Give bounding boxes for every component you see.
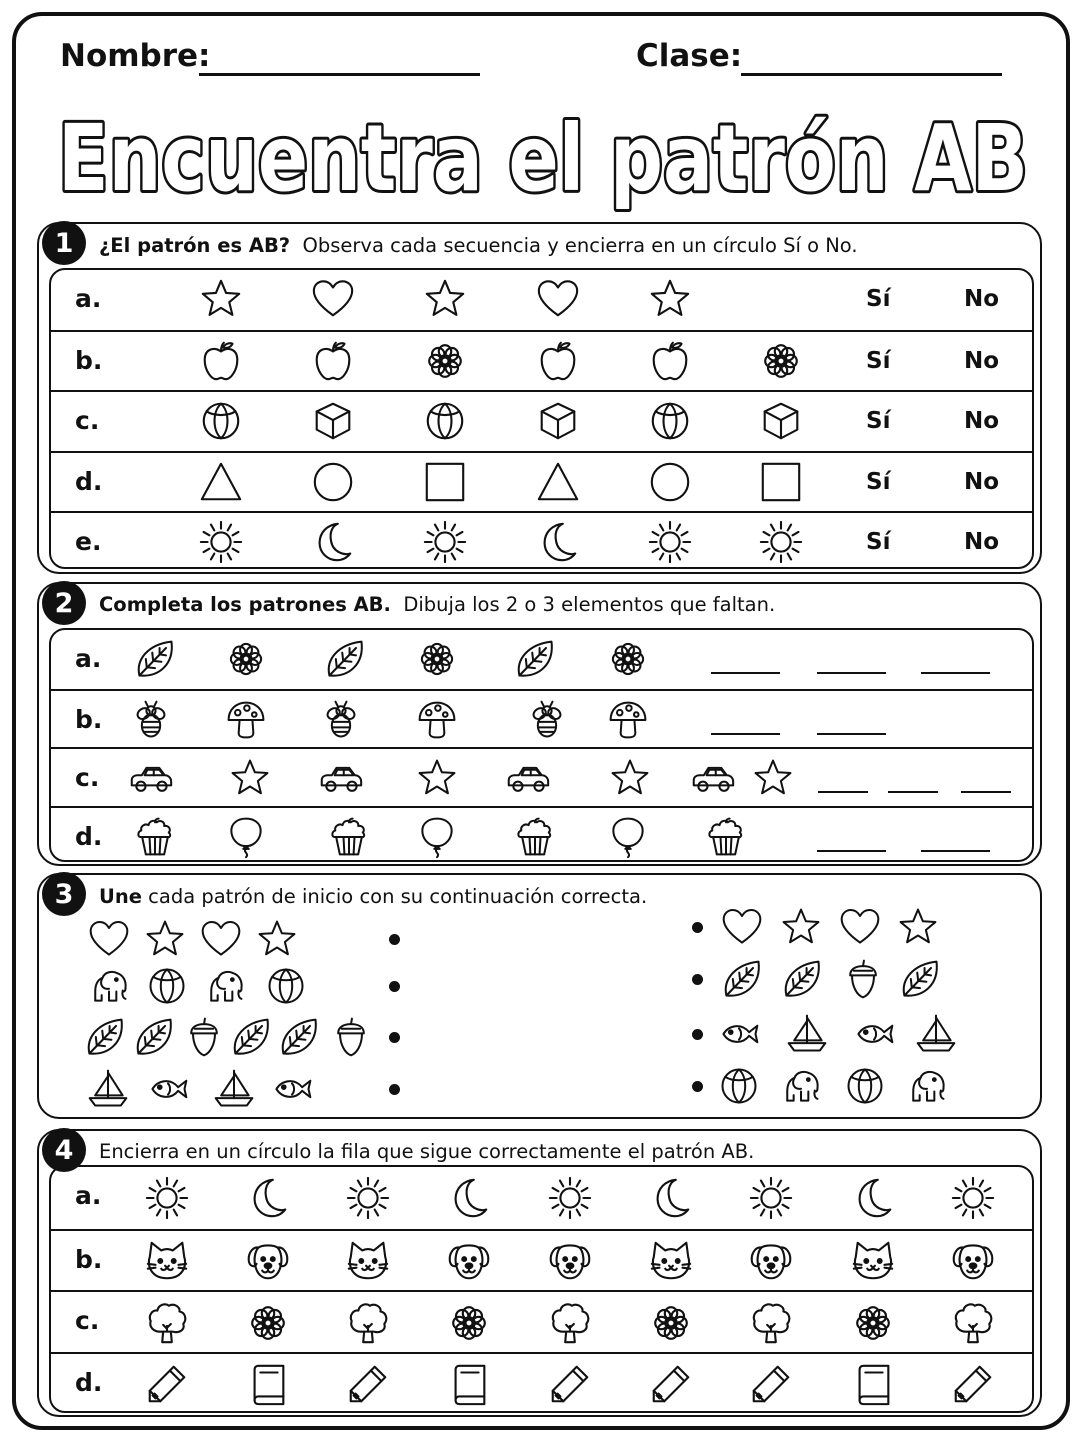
- answer-no[interactable]: No: [964, 348, 1000, 375]
- fish-icon: [852, 1012, 896, 1056]
- answer-blank[interactable]: [817, 850, 886, 852]
- book-icon: [850, 1361, 896, 1407]
- section-4-row[interactable]: [51, 1167, 1032, 1229]
- star-icon: [415, 756, 459, 800]
- answer-no[interactable]: No: [964, 286, 1000, 312]
- leaf-icon: [720, 957, 764, 1001]
- match-dot-right[interactable]: [692, 1029, 703, 1040]
- cube-icon: [310, 398, 356, 444]
- elephant-icon: [203, 964, 247, 1008]
- sun-icon: [748, 1175, 794, 1221]
- answer-blank[interactable]: [818, 791, 868, 793]
- cube-icon: [535, 398, 581, 444]
- answer-blank[interactable]: [888, 791, 938, 793]
- bee-icon: [129, 698, 173, 742]
- leaf-icon: [83, 1015, 127, 1059]
- star-icon: [198, 276, 244, 322]
- answer-yes[interactable]: Sí: [866, 286, 891, 312]
- section-1-row: [51, 330, 1032, 390]
- section-1-instruction-bold: ¿El patrón es AB?: [99, 234, 291, 257]
- section-1-badge: 1: [42, 221, 86, 265]
- star-icon: [896, 905, 940, 949]
- class-label: Clase:: [636, 38, 743, 74]
- row-label: c.: [75, 406, 100, 436]
- book-icon: [446, 1361, 492, 1407]
- fish-icon: [146, 1067, 190, 1111]
- sun-icon: [198, 519, 244, 565]
- cat-icon: [850, 1238, 896, 1284]
- section-4-row[interactable]: [51, 1229, 1032, 1291]
- match-dot-left[interactable]: [389, 981, 400, 992]
- flower-icon: [224, 637, 268, 681]
- section-1-row: [51, 451, 1032, 511]
- boat-icon: [914, 1012, 958, 1056]
- sun-icon: [950, 1175, 996, 1221]
- tree-icon: [345, 1300, 391, 1346]
- cupcake-icon: [133, 815, 177, 859]
- flower-icon: [415, 637, 459, 681]
- section-4-row[interactable]: [51, 1352, 1032, 1414]
- leaf-icon: [277, 1015, 321, 1059]
- ball-icon: [422, 398, 468, 444]
- acorn-icon: [182, 1015, 226, 1059]
- section-2-instruction: [99, 593, 775, 616]
- star-icon: [751, 756, 795, 800]
- section-3-badge: 3: [42, 872, 86, 916]
- sun-icon: [144, 1175, 190, 1221]
- answer-blank[interactable]: [961, 791, 1011, 793]
- match-dot-left[interactable]: [389, 1084, 400, 1095]
- section-2-row: [51, 630, 1032, 689]
- match-dot-right[interactable]: [692, 1081, 703, 1092]
- section-3-instruction: [99, 885, 647, 908]
- page-title-text: Encuentra el patrón AB: [58, 105, 1028, 212]
- section-4-row[interactable]: [51, 1290, 1032, 1352]
- heart-icon: [199, 917, 243, 961]
- flower-icon: [422, 338, 468, 384]
- star-icon: [608, 756, 652, 800]
- section-1-table: [49, 268, 1034, 569]
- dog-icon: [547, 1238, 593, 1284]
- flower-icon: [446, 1300, 492, 1346]
- mushroom-icon: [606, 698, 650, 742]
- cat-icon: [345, 1238, 391, 1284]
- boat-icon: [212, 1067, 256, 1111]
- row-label: b.: [75, 704, 103, 734]
- cube-icon: [758, 398, 804, 444]
- cupcake-icon: [704, 815, 748, 859]
- apple-icon: [535, 338, 581, 384]
- section-4-badge: 4: [42, 1128, 86, 1172]
- heart-icon: [838, 905, 882, 949]
- moon-icon: [310, 519, 356, 565]
- pencil-icon: [950, 1361, 996, 1407]
- leaf-icon: [513, 637, 557, 681]
- square-icon: [758, 459, 804, 505]
- triangle-icon: [198, 459, 244, 505]
- star-icon: [255, 917, 299, 961]
- ball-icon: [843, 1064, 887, 1108]
- bee-icon: [319, 698, 363, 742]
- leaf-icon: [229, 1015, 273, 1059]
- ball-icon: [647, 398, 693, 444]
- cupcake-icon: [513, 815, 557, 859]
- pencil-icon: [748, 1361, 794, 1407]
- dog-icon: [245, 1238, 291, 1284]
- match-dot-left[interactable]: [389, 934, 400, 945]
- mushroom-icon: [415, 698, 459, 742]
- pencil-icon: [144, 1361, 190, 1407]
- sun-icon: [647, 519, 693, 565]
- row-label: a.: [75, 284, 102, 313]
- section-1-row: [51, 270, 1032, 330]
- apple-icon: [198, 338, 244, 384]
- dog-icon: [446, 1238, 492, 1284]
- section-1-instruction-text: Observa cada secuencia y encierra en un círculo Sí o No.: [302, 234, 858, 257]
- leaf-icon: [323, 637, 367, 681]
- match-dot-right[interactable]: [692, 974, 703, 985]
- section-2-row: [51, 747, 1032, 806]
- answer-yes[interactable]: Sí: [866, 348, 891, 375]
- ball-icon: [145, 964, 189, 1008]
- answer-no[interactable]: No: [964, 528, 1000, 555]
- row-label: a.: [75, 1181, 102, 1210]
- class-line[interactable]: [741, 73, 1002, 76]
- pencil-icon: [547, 1361, 593, 1407]
- answer-yes[interactable]: Sí: [866, 408, 891, 435]
- section-2-instruction-text: Dibuja los 2 o 3 elementos que faltan.: [403, 593, 776, 616]
- section-1-row: [51, 390, 1032, 450]
- row-label: a.: [75, 644, 102, 673]
- square-icon: [422, 459, 468, 505]
- row-label: c.: [75, 763, 100, 792]
- answer-blank[interactable]: [711, 733, 780, 735]
- answer-blank[interactable]: [921, 672, 990, 674]
- heart-icon: [535, 276, 581, 322]
- cupcake-icon: [327, 815, 371, 859]
- row-label: b.: [75, 1244, 103, 1274]
- elephant-icon: [779, 1064, 823, 1108]
- match-dot-right[interactable]: [692, 922, 703, 933]
- section-1-instruction: [99, 234, 858, 257]
- tree-icon: [950, 1300, 996, 1346]
- name-label: Nombre:: [60, 38, 211, 74]
- sun-icon: [345, 1175, 391, 1221]
- answer-no[interactable]: No: [964, 468, 1000, 495]
- leaf-icon: [133, 637, 177, 681]
- answer-no[interactable]: No: [964, 408, 1000, 435]
- star-icon: [779, 905, 823, 949]
- star-icon: [228, 756, 272, 800]
- pencil-icon: [345, 1361, 391, 1407]
- boat-icon: [86, 1067, 130, 1111]
- star-icon: [422, 276, 468, 322]
- answer-yes[interactable]: Sí: [866, 528, 891, 555]
- sun-icon: [422, 519, 468, 565]
- section-2-row: [51, 689, 1032, 748]
- ball-icon: [264, 964, 308, 1008]
- section-2-instruction-bold: Completa los patrones AB.: [99, 593, 391, 616]
- answer-blank[interactable]: [817, 672, 886, 674]
- name-line[interactable]: [199, 73, 480, 76]
- pencil-icon: [648, 1361, 694, 1407]
- boat-icon: [785, 1012, 829, 1056]
- car-icon: [506, 756, 550, 800]
- car-icon: [691, 756, 735, 800]
- section-2-row: [51, 806, 1032, 863]
- dog-icon: [748, 1238, 794, 1284]
- mushroom-icon: [224, 698, 268, 742]
- circle-icon: [310, 459, 356, 505]
- elephant-icon: [905, 1064, 949, 1108]
- row-label: e.: [75, 526, 102, 556]
- moon-icon: [446, 1175, 492, 1221]
- balloon-icon: [224, 815, 268, 859]
- heart-icon: [720, 905, 764, 949]
- flower-icon: [758, 338, 804, 384]
- star-icon: [647, 276, 693, 322]
- fish-icon: [717, 1012, 761, 1056]
- moon-icon: [648, 1175, 694, 1221]
- match-dot-left[interactable]: [389, 1032, 400, 1043]
- acorn-icon: [329, 1015, 373, 1059]
- moon-icon: [535, 519, 581, 565]
- flower-icon: [245, 1300, 291, 1346]
- leaf-icon: [898, 957, 942, 1001]
- apple-icon: [647, 338, 693, 384]
- ball-icon: [198, 398, 244, 444]
- row-label: c.: [75, 1306, 100, 1335]
- ball-icon: [717, 1064, 761, 1108]
- section-4-instruction: Encierra en un círculo la fila que sigue correctamente el patrón AB.: [99, 1140, 755, 1163]
- tree-icon: [547, 1300, 593, 1346]
- sun-icon: [758, 519, 804, 565]
- sun-icon: [547, 1175, 593, 1221]
- flower-icon: [648, 1300, 694, 1346]
- fish-icon: [270, 1067, 314, 1111]
- leaf-icon: [780, 957, 824, 1001]
- apple-icon: [310, 338, 356, 384]
- book-icon: [245, 1361, 291, 1407]
- flower-icon: [606, 637, 650, 681]
- section-1-row: [51, 511, 1032, 569]
- balloon-icon: [606, 815, 650, 859]
- flower-icon: [850, 1300, 896, 1346]
- cat-icon: [648, 1238, 694, 1284]
- answer-yes[interactable]: Sí: [866, 468, 891, 495]
- cat-icon: [144, 1238, 190, 1284]
- section-2-badge: 2: [42, 581, 86, 625]
- answer-blank[interactable]: [711, 672, 780, 674]
- answer-blank[interactable]: [817, 733, 886, 735]
- dog-icon: [950, 1238, 996, 1284]
- star-icon: [143, 917, 187, 961]
- tree-icon: [144, 1300, 190, 1346]
- page-title: [0, 98, 1086, 218]
- row-label: d.: [75, 821, 103, 851]
- leaf-icon: [132, 1015, 176, 1059]
- section-3-instruction-text: cada patrón de inicio con su continuación correcta.: [148, 885, 648, 908]
- car-icon: [129, 756, 173, 800]
- triangle-icon: [535, 459, 581, 505]
- heart-icon: [310, 276, 356, 322]
- moon-icon: [850, 1175, 896, 1221]
- section-3-instruction-bold: Une: [99, 885, 142, 908]
- row-label: d.: [75, 466, 103, 496]
- car-icon: [319, 756, 363, 800]
- answer-blank[interactable]: [921, 850, 990, 852]
- heart-icon: [87, 917, 131, 961]
- section-2-table: [49, 628, 1034, 862]
- section-4-table: [49, 1165, 1034, 1413]
- balloon-icon: [415, 815, 459, 859]
- bee-icon: [525, 698, 569, 742]
- elephant-icon: [87, 964, 131, 1008]
- circle-icon: [647, 459, 693, 505]
- tree-icon: [748, 1300, 794, 1346]
- acorn-icon: [841, 957, 885, 1001]
- moon-icon: [245, 1175, 291, 1221]
- row-label: d.: [75, 1367, 103, 1397]
- row-label: b.: [75, 346, 103, 376]
